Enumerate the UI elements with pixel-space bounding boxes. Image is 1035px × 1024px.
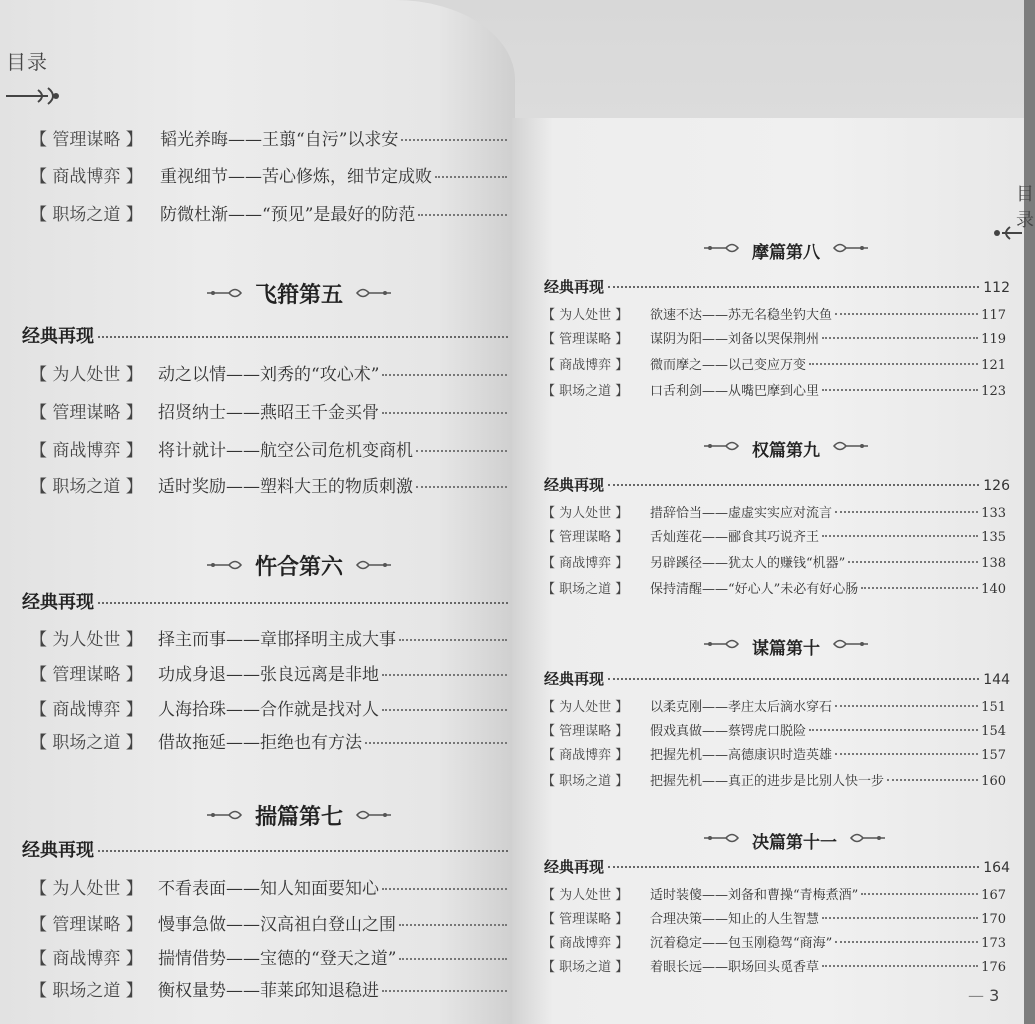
leader-dots — [399, 639, 507, 641]
toc-entry[interactable] — [542, 354, 1006, 373]
leader-dots — [401, 139, 507, 141]
entry-title: 保持清醒——“好心人”未必有好心肠 — [650, 582, 859, 597]
entry-category: 【 管理谋略 】 — [542, 724, 629, 739]
entry-category: 【 职场之道 】 — [30, 981, 143, 1001]
leader-dots — [608, 484, 979, 486]
classic-label: 经典再现 — [544, 278, 605, 296]
toc-entry[interactable] — [542, 770, 1006, 789]
entry-category: 【 为人处世 】 — [542, 308, 629, 323]
page-ref: 126 — [983, 478, 1010, 494]
leader-dots — [822, 337, 978, 339]
leader-dots — [365, 742, 507, 744]
classic-label: 经典再现 — [544, 858, 605, 876]
title-flourish-left-icon — [205, 803, 245, 829]
entry-category: 【 商战博弈 】 — [542, 936, 629, 951]
leader-dots — [848, 561, 978, 563]
corner-ornament-icon — [4, 82, 64, 108]
toc-entry[interactable] — [30, 976, 510, 1001]
leader-dots — [887, 779, 978, 781]
entry-title: 功成身退——张良远离是非地 — [158, 665, 379, 685]
leader-dots — [435, 176, 507, 178]
entry-title: 借故拖延——拒绝也有方法 — [158, 733, 362, 753]
leader-dots — [835, 313, 978, 315]
leader-dots — [382, 709, 507, 711]
toc-entry[interactable] — [30, 360, 510, 385]
page-ref: 167 — [981, 888, 1006, 903]
leader-dots — [822, 917, 978, 919]
page-ref: 151 — [981, 700, 1006, 715]
toc-entry[interactable] — [30, 910, 510, 935]
title-flourish-left-icon — [702, 830, 742, 851]
entry-title: 微而摩之——以己变应万变 — [650, 358, 807, 373]
toc-entry[interactable] — [30, 200, 510, 225]
toc-entry[interactable] — [542, 720, 1006, 739]
chapter-title-text: 飞箝第五 — [255, 282, 344, 308]
title-flourish-right-icon — [353, 553, 393, 579]
right-page — [512, 118, 1024, 1024]
leader-dots — [98, 850, 508, 852]
toc-entry[interactable] — [30, 944, 510, 969]
leader-dots — [608, 286, 979, 288]
page-ref: 123 — [981, 384, 1006, 399]
page-ref: 135 — [981, 530, 1006, 545]
entry-title: 把握先机——真正的进步是比别人快一步 — [650, 774, 885, 789]
entry-category: 【 为人处世 】 — [542, 506, 629, 521]
page-ref: 133 — [981, 506, 1006, 521]
entry-category: 【 职场之道 】 — [30, 477, 143, 497]
leader-dots — [809, 363, 978, 365]
entry-title: 不看表面——知人知面要知心 — [158, 879, 379, 899]
leader-dots — [822, 965, 978, 967]
entry-category: 【 管理谋略 】 — [30, 403, 143, 423]
leader-dots — [835, 511, 978, 513]
chapter-title-text: 揣篇第七 — [255, 804, 344, 830]
title-flourish-left-icon — [205, 553, 245, 579]
classic-reappearance-row — [22, 322, 512, 348]
leader-dots — [399, 924, 507, 926]
page-ref: 144 — [983, 672, 1010, 688]
page-ref: 119 — [981, 332, 1006, 347]
toc-entry[interactable] — [542, 744, 1006, 763]
entry-category: 【 为人处世 】 — [542, 700, 629, 715]
title-flourish-right-icon — [847, 830, 887, 851]
toc-entry[interactable] — [30, 125, 510, 150]
page-ref: 154 — [981, 724, 1006, 739]
entry-category: 【 管理谋略 】 — [542, 912, 629, 927]
entry-category: 【 职场之道 】 — [30, 205, 143, 225]
leader-dots — [382, 990, 507, 992]
entry-title: 重视细节——苦心修炼，细节定成败 — [160, 167, 432, 187]
entry-category: 【 管理谋略 】 — [30, 665, 143, 685]
entry-category: 【 商战博弈 】 — [30, 949, 143, 969]
title-flourish-right-icon — [353, 281, 393, 307]
entry-title: 以柔克刚——孝庄太后滴水穿石 — [650, 700, 833, 715]
leader-dots — [382, 888, 507, 890]
entry-title: 舌灿莲花——郦食其巧说齐王 — [650, 530, 820, 545]
page-number: — 3 — [968, 986, 1000, 1005]
classic-reappearance-row — [544, 276, 1010, 297]
page-ref: 176 — [981, 960, 1006, 975]
leader-dots — [416, 486, 507, 488]
toc-entry[interactable] — [542, 696, 1006, 715]
title-flourish-right-icon — [353, 803, 393, 829]
entry-title: 衡权量势——菲莱邱知退稳进 — [158, 981, 379, 1001]
entry-category: 【 商战博弈 】 — [30, 167, 143, 187]
entry-category: 【 商战博弈 】 — [542, 556, 629, 571]
toc-entry[interactable] — [30, 874, 510, 899]
classic-label: 经典再现 — [22, 592, 94, 613]
toc-entry[interactable] — [542, 526, 1006, 545]
entry-title: 人海拾珠——合作就是找对人 — [158, 700, 379, 720]
page-ref: 117 — [981, 308, 1006, 323]
entry-title: 另辟蹊径——犹太人的赚钱“机器” — [650, 556, 846, 571]
chapter-heading — [702, 634, 870, 659]
entry-title: 适时奖励——塑料大王的物质刺激 — [158, 477, 413, 497]
chapter-title-text: 忤合第六 — [255, 554, 344, 580]
page-ref: 121 — [981, 358, 1006, 373]
toc-entry[interactable] — [542, 932, 1006, 951]
entry-category: 【 商战博弈 】 — [542, 358, 629, 373]
classic-reappearance-row — [544, 856, 1010, 877]
leader-dots — [861, 587, 978, 589]
leader-dots — [382, 374, 507, 376]
page-ref: 164 — [983, 860, 1010, 876]
entry-category: 【 职场之道 】 — [30, 733, 143, 753]
leader-dots — [822, 389, 978, 391]
entry-category: 【 管理谋略 】 — [30, 130, 143, 150]
entry-category: 【 为人处世 】 — [30, 365, 143, 385]
page-ref: 173 — [981, 936, 1006, 951]
leader-dots — [98, 336, 508, 338]
toc-entry[interactable] — [30, 472, 510, 497]
toc-entry[interactable] — [542, 552, 1006, 571]
entry-title: 合理决策——知止的人生智慧 — [650, 912, 820, 927]
right-corner-ornament-icon — [992, 222, 1024, 244]
toc-entry[interactable] — [542, 328, 1006, 347]
toc-entry[interactable] — [542, 380, 1006, 399]
chapter-title-text: 摩篇第八 — [752, 243, 820, 263]
page-ref: 140 — [981, 582, 1006, 597]
leader-dots — [835, 705, 978, 707]
entry-title: 择主而事——章邯择明主成大事 — [158, 630, 396, 650]
chapter-heading — [702, 436, 870, 461]
entry-title: 着眼长远——职场回头觅香草 — [650, 960, 820, 975]
title-flourish-left-icon — [702, 240, 742, 261]
entry-title: 把握先机——高德康识时造英雄 — [650, 748, 833, 763]
entry-category: 【 职场之道 】 — [542, 774, 629, 789]
page-ref: 160 — [981, 774, 1006, 789]
classic-reappearance-row — [22, 588, 512, 614]
entry-title: 将计就计——航空公司危机变商机 — [158, 441, 413, 461]
toc-entry[interactable] — [30, 660, 510, 685]
classic-label: 经典再现 — [544, 476, 605, 494]
toc-entry[interactable] — [30, 625, 510, 650]
toc-entry[interactable] — [542, 884, 1006, 903]
title-flourish-right-icon — [830, 636, 870, 657]
title-flourish-left-icon — [205, 281, 245, 307]
entry-title: 假戏真做——蔡锷虎口脱险 — [650, 724, 807, 739]
page-ref: 170 — [981, 912, 1006, 927]
title-flourish-left-icon — [702, 636, 742, 657]
leader-dots — [382, 412, 507, 414]
right-corner-label: 目录 — [1016, 184, 1035, 231]
toc-entry[interactable] — [30, 695, 510, 720]
entry-category: 【 为人处世 】 — [30, 630, 143, 650]
left-page — [0, 0, 515, 1024]
page-ref: 112 — [983, 280, 1010, 296]
entry-category: 【 职场之道 】 — [542, 582, 629, 597]
toc-corner-label: 目录 — [6, 50, 48, 74]
leader-dots — [382, 674, 507, 676]
entry-category: 【 管理谋略 】 — [542, 332, 629, 347]
classic-reappearance-row — [22, 836, 512, 862]
toc-entry[interactable] — [542, 304, 1006, 323]
entry-title: 慢事急做——汉高祖白登山之围 — [158, 915, 396, 935]
leader-dots — [98, 602, 508, 604]
entry-title: 措辞恰当——虚虚实实应对流言 — [650, 506, 833, 521]
toc-entry[interactable] — [542, 502, 1006, 521]
entry-category: 【 商战博弈 】 — [30, 441, 143, 461]
page-ref: 138 — [981, 556, 1006, 571]
entry-category: 【 商战博弈 】 — [30, 700, 143, 720]
leader-dots — [608, 678, 979, 680]
chapter-title-text: 权篇第九 — [752, 441, 820, 461]
entry-title: 动之以情——刘秀的“攻心术” — [158, 365, 380, 385]
chapter-title-text: 谋篇第十 — [752, 639, 820, 659]
title-flourish-left-icon — [702, 438, 742, 459]
toc-entry[interactable] — [30, 162, 510, 187]
entry-title: 适时装傻——刘备和曹操“青梅煮酒” — [650, 888, 859, 903]
chapter-heading — [702, 828, 887, 853]
toc-entry[interactable] — [542, 908, 1006, 927]
classic-label: 经典再现 — [544, 670, 605, 688]
page-ref: 157 — [981, 748, 1006, 763]
leader-dots — [835, 753, 978, 755]
chapter-heading — [702, 238, 870, 263]
classic-reappearance-row — [544, 474, 1010, 495]
entry-category: 【 管理谋略 】 — [542, 530, 629, 545]
classic-label: 经典再现 — [22, 840, 94, 861]
entry-title: 谋阴为阳——刘备以哭保荆州 — [650, 332, 820, 347]
entry-title: 防微杜渐——“预见”是最好的防范 — [160, 205, 416, 225]
entry-category: 【 为人处世 】 — [30, 879, 143, 899]
leader-dots — [822, 535, 978, 537]
leader-dots — [608, 866, 979, 868]
title-flourish-right-icon — [830, 438, 870, 459]
toc-entry[interactable] — [542, 578, 1006, 597]
toc-entry[interactable] — [30, 728, 510, 753]
toc-entry[interactable] — [30, 436, 510, 461]
chapter-heading — [205, 800, 393, 831]
entry-title: 招贤纳士——燕昭王千金买骨 — [158, 403, 379, 423]
entry-title: 欲速不达——苏无名稳坐钓大鱼 — [650, 308, 833, 323]
chapter-heading — [205, 278, 393, 309]
toc-entry[interactable] — [542, 956, 1006, 975]
entry-title: 口舌利剑——从嘴巴摩到心里 — [650, 384, 820, 399]
leader-dots — [835, 941, 978, 943]
leader-dots — [861, 893, 978, 895]
toc-entry[interactable] — [30, 398, 510, 423]
entry-category: 【 商战博弈 】 — [542, 748, 629, 763]
entry-title: 韬光养晦——王翦“自污”以求安 — [160, 130, 399, 150]
chapter-heading — [205, 550, 393, 581]
entry-title: 沉着稳定——包玉刚稳驾“商海” — [650, 936, 833, 951]
leader-dots — [809, 729, 978, 731]
classic-reappearance-row — [544, 668, 1010, 689]
entry-category: 【 职场之道 】 — [542, 384, 629, 399]
entry-title: 揣情借势——宝德的“登天之道” — [158, 949, 397, 969]
entry-category: 【 管理谋略 】 — [30, 915, 143, 935]
chapter-title-text: 决篇第十一 — [752, 833, 837, 853]
title-flourish-right-icon — [830, 240, 870, 261]
entry-category: 【 职场之道 】 — [542, 960, 629, 975]
leader-dots — [416, 450, 507, 452]
classic-label: 经典再现 — [22, 326, 94, 347]
leader-dots — [399, 958, 507, 960]
leader-dots — [418, 214, 507, 216]
entry-category: 【 为人处世 】 — [542, 888, 629, 903]
